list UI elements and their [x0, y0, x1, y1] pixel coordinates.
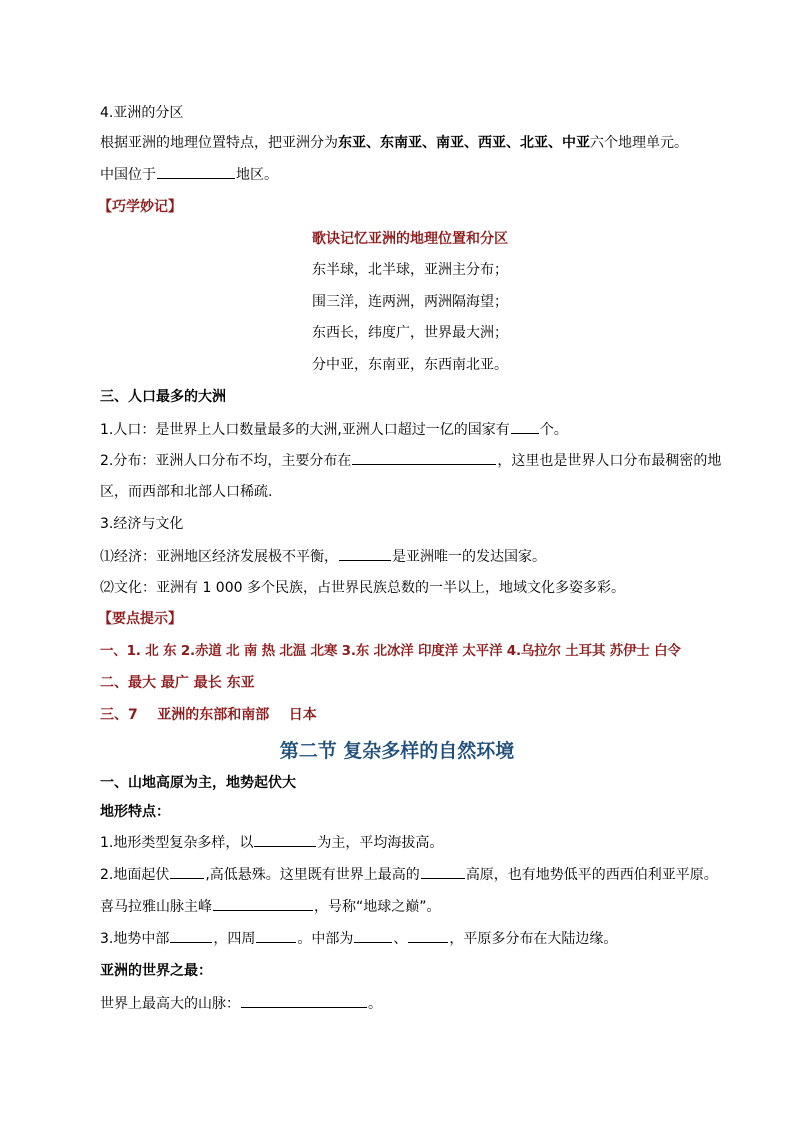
- fill-blank[interactable]: [339, 546, 391, 561]
- regions-list: 东亚、东南亚、南亚、西亚、北亚、中亚: [338, 135, 590, 151]
- fill-blank[interactable]: [241, 993, 367, 1008]
- terrain-item-3-prefix: 3.地势中部: [100, 931, 170, 947]
- fill-blank[interactable]: [354, 928, 392, 943]
- terrain-item-3: [100, 928, 617, 949]
- regions-heading: 4.亚洲的分区: [100, 105, 184, 121]
- terrain-item-1: [100, 832, 443, 853]
- key-hints-line-1: 一、1. 北 东 2.赤道 北 南 热 北温 北寒 3.东 北冰洋 印度洋 太平洋 4.乌拉尔 土耳其 苏伊士 白令: [100, 643, 681, 659]
- terrain-item-1-suffix: 为主，平均海拔高。: [317, 835, 444, 851]
- terrain-item-3-mid1: ，四周: [213, 931, 256, 947]
- economy-line: [100, 546, 546, 567]
- section-title: 第二节 复杂多样的自然环境: [279, 740, 515, 762]
- fill-blank[interactable]: [157, 164, 235, 179]
- fill-blank[interactable]: [254, 832, 316, 847]
- fill-blank[interactable]: [213, 896, 313, 911]
- population-heading: 三、人口最多的大洲: [100, 389, 226, 405]
- fill-blank[interactable]: [421, 864, 465, 879]
- population-item-3: 3.经济与文化: [100, 516, 184, 532]
- poem-line: 围三洋，连两洲，两洲隔海望；: [312, 294, 508, 310]
- mountain-line: [100, 993, 382, 1014]
- population-item-2-prefix: 2.分布：亚洲人口分布不均，主要分布在: [100, 453, 352, 469]
- fill-blank[interactable]: [408, 928, 448, 943]
- fill-blank[interactable]: [170, 928, 212, 943]
- terrain-heading: 一、山地高原为主，地势起伏大: [100, 775, 296, 791]
- fill-blank[interactable]: [352, 450, 496, 465]
- poem-line: 分中亚，东南亚，东西南北亚。: [312, 357, 508, 373]
- population-item-1-suffix: 个。: [539, 422, 568, 438]
- fill-blank[interactable]: [256, 928, 296, 943]
- everest-line: [100, 896, 441, 917]
- fill-blank[interactable]: [511, 419, 539, 434]
- culture-line: ⑵文化：亚洲有 1 000 多个民族，占世界民族总数的一半以上，地域文化多姿多彩。: [100, 580, 625, 596]
- terrain-item-3-sep: 、: [393, 931, 408, 947]
- economy-prefix: ⑴经济：亚洲地区经济发展极不平衡，: [100, 549, 338, 565]
- fill-blank[interactable]: [170, 864, 204, 879]
- regions-suffix: 六个地理单元。: [590, 135, 688, 151]
- key-hints-line-2: 二、最大 最广 最长 东亚: [100, 675, 255, 691]
- china-location: [100, 164, 278, 185]
- population-item-2-suffix: ，这里也是世界人口分布最稠密的地: [497, 453, 722, 469]
- terrain-item-2-suffix: 高原，也有地势低平的西西伯利亚平原。: [465, 867, 718, 883]
- regions-prefix: 根据亚洲的地理位置特点，把亚洲分为: [100, 135, 338, 151]
- poem-line: 东西长，纬度广，世界最大洲；: [312, 325, 508, 341]
- key-hints-line-3: 三、7 亚洲的东部和南部 日本: [100, 707, 317, 723]
- regions-description: [100, 133, 688, 153]
- records-label: 亚洲的世界之最：: [100, 963, 212, 979]
- terrain-label: 地形特点：: [100, 804, 170, 820]
- population-item-1-prefix: 1.人口：是世界上人口数量最多的大洲,亚洲人口超过一亿的国家有: [100, 422, 510, 438]
- population-item-2-cont: 区，而西部和北部人口稀疏.: [100, 484, 273, 500]
- everest-suffix: ，号称“地球之巅”。: [314, 899, 441, 915]
- memory-tip-title: 歌诀记忆亚洲的地理位置和分区: [312, 231, 508, 247]
- terrain-item-2-mid: ,高低悬殊。这里既有世界上最高的: [205, 867, 420, 883]
- china-suffix: 地区。: [236, 167, 278, 183]
- key-hints-label: 【要点提示】: [98, 611, 182, 627]
- everest-prefix: 喜马拉雅山脉主峰: [100, 899, 212, 915]
- population-item-2: [100, 450, 721, 471]
- terrain-item-2: [100, 864, 718, 885]
- terrain-item-2-prefix: 2.地面起伏: [100, 867, 170, 883]
- economy-suffix: 是亚洲唯一的发达国家。: [392, 549, 546, 565]
- china-prefix: 中国位于: [100, 167, 156, 183]
- memory-tip-label: 【巧学妙记】: [98, 199, 182, 215]
- terrain-item-1-prefix: 1.地形类型复杂多样，以: [100, 835, 254, 851]
- terrain-item-3-mid2: 。中部为: [297, 931, 354, 947]
- mountain-suffix: 。: [368, 996, 382, 1012]
- terrain-item-3-suffix: ，平原多分布在大陆边缘。: [449, 931, 618, 947]
- poem-line: 东半球，北半球，亚洲主分布；: [312, 262, 508, 278]
- population-item-1: [100, 419, 568, 440]
- mountain-prefix: 世界上最高大的山脉：: [100, 996, 240, 1012]
